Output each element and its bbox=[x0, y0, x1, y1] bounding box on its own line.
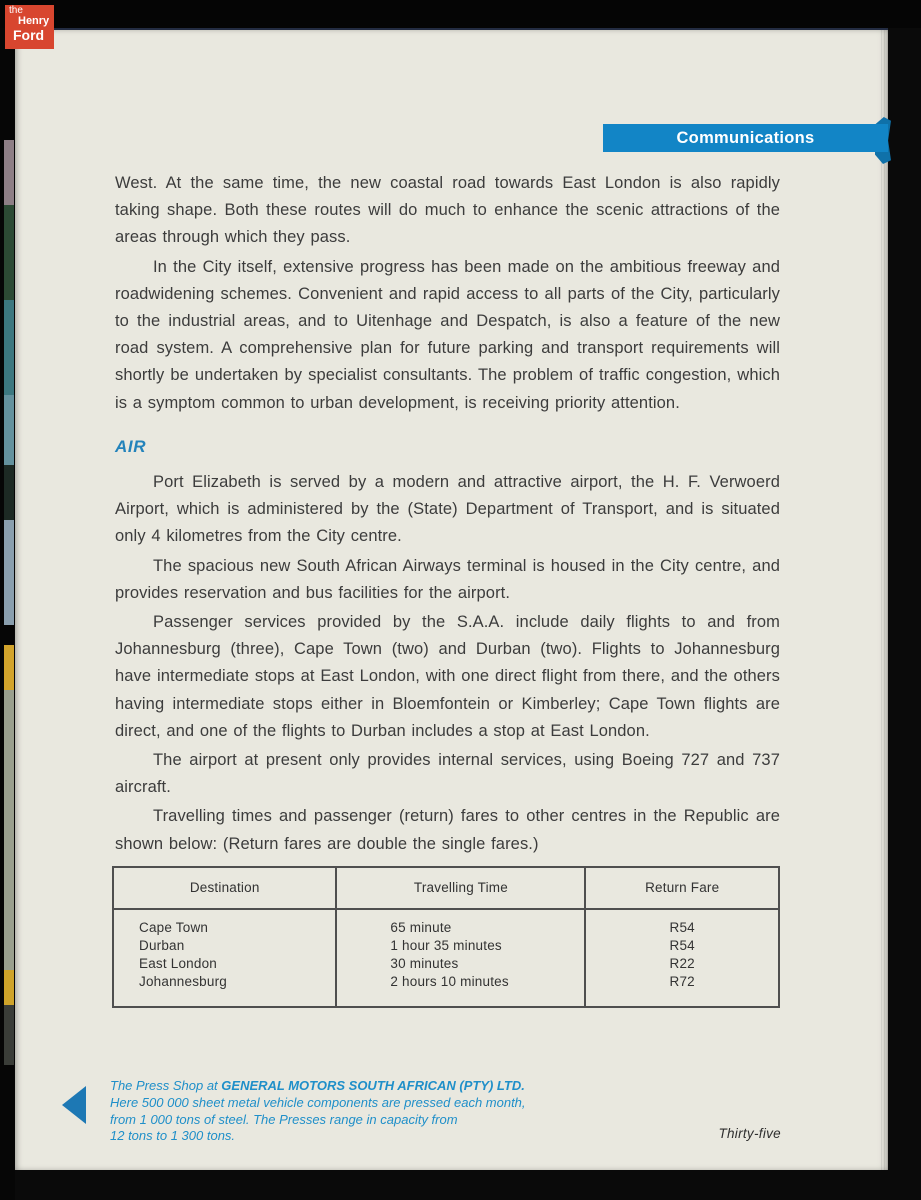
photo-caption bbox=[110, 1078, 610, 1145]
paragraph: The airport at present only provides internal services, using Boeing 727 and 737 aircraft. bbox=[115, 751, 780, 797]
cell-destination: Cape Town bbox=[139, 919, 209, 935]
previous-page-edge-strip bbox=[0, 0, 15, 1200]
cell-fare: R22 bbox=[585, 955, 779, 973]
table-row bbox=[113, 909, 779, 937]
logo-word-ford: Ford bbox=[13, 27, 45, 43]
caption-line-3: from 1 000 tons of steel. The Presses range in capacity from bbox=[110, 1111, 458, 1127]
col-header-return-fare: Return Fare bbox=[585, 867, 779, 909]
section-tab-label: Communications bbox=[676, 128, 815, 147]
photo-sliver bbox=[4, 140, 14, 205]
paragraph: Port Elizabeth is served by a modern and attractive airport, the H. F. Verwoerd Airport, which is administered by the (State) Department of Transport, and is situated only 4 kilometres from the City centre. bbox=[115, 473, 780, 546]
table-header-row bbox=[113, 867, 779, 909]
photo-sliver bbox=[4, 690, 14, 970]
paragraph: Passenger services provided by the S.A.A. include daily flights to and from Johannesburg (three), Cape Town (two) and Durban (two). Flights to Johannesburg have intermediate stops at East London, with one direct flight from there, and the others having intermediate stops either in Bloemfontein or Kimberley; Cape Town flights are direct, and one of the flights to Durban includes a stop at East London. bbox=[115, 613, 780, 740]
cell-time: 30 minutes bbox=[336, 955, 585, 973]
caption-text: The Press Shop at bbox=[110, 1078, 222, 1093]
paragraph: West. At the same time, the new coastal road towards East London is also rapidly taking shape. Both these routes will do much to enhance the scenic attractions of the areas through which they pass. bbox=[115, 174, 780, 247]
company-name: GENERAL MOTORS SOUTH AFRICAN (PTY) LTD. bbox=[221, 1078, 525, 1093]
cell-fare: R54 bbox=[585, 909, 779, 937]
logo-word-the: the bbox=[9, 5, 23, 16]
photo-sliver bbox=[4, 645, 14, 690]
cell-destination: East London bbox=[139, 955, 218, 971]
paragraph: The spacious new South African Airways terminal is housed in the City centre, and provides reservation and bus facilities for the airport. bbox=[115, 556, 780, 602]
air-section-heading: AIR bbox=[115, 436, 147, 456]
photo-sliver bbox=[4, 205, 14, 300]
logo-word-henry: Henry bbox=[18, 15, 50, 27]
page-number: Thirty-five bbox=[718, 1126, 781, 1141]
fares-table bbox=[112, 866, 780, 1008]
photo-sliver bbox=[4, 1005, 14, 1065]
cell-time: 1 hour 35 minutes bbox=[336, 937, 585, 955]
photo-sliver bbox=[4, 395, 14, 465]
top-black-band bbox=[0, 0, 921, 28]
cell-fare: R72 bbox=[585, 973, 779, 1007]
col-header-travelling-time: Travelling Time bbox=[336, 867, 585, 909]
table-row bbox=[113, 973, 779, 1007]
photo-sliver bbox=[4, 970, 14, 1005]
caption-line-2: Here 500 000 sheet metal vehicle components are pressed each month, bbox=[110, 1094, 526, 1110]
cell-time: 65 minute bbox=[336, 909, 585, 937]
cell-fare: R54 bbox=[585, 937, 779, 955]
caption-line-1 bbox=[110, 1078, 610, 1095]
cell-time: 2 hours 10 minutes bbox=[336, 973, 585, 1007]
col-header-destination: Destination bbox=[113, 867, 336, 909]
paragraph: In the City itself, extensive progress has been made on the ambitious freeway and roadwidening schemes. Convenient and rapid access to all parts of the City, particularly to the industrial areas, and to Uitenhage and Despatch, is also a feature of the new road system. A comprehensive plan for future parking and transport requirements will shortly be undertaken by specialist consultants. The problem of traffic congestion, which is a symptom common to urban development, is receiving priority attention. bbox=[115, 257, 780, 412]
table-row bbox=[113, 937, 779, 955]
cell-destination: Johannesburg bbox=[139, 973, 227, 989]
page-nav-arrow-icon bbox=[62, 1086, 86, 1124]
caption-line-4: 12 tons to 1 300 tons. bbox=[110, 1128, 236, 1144]
section-tab-communications bbox=[603, 124, 888, 152]
article-body bbox=[115, 170, 780, 1008]
photo-sliver bbox=[4, 520, 14, 625]
paragraph: Travelling times and passenger (return) fares to other centres in the Republic are shown below: (Return fares are double the single fares.) bbox=[115, 807, 780, 853]
photo-sliver bbox=[4, 300, 14, 395]
henry-ford-logo bbox=[5, 5, 54, 49]
table-row bbox=[113, 955, 779, 973]
photo-sliver bbox=[4, 465, 14, 520]
document-page bbox=[15, 28, 888, 1170]
cell-destination: Durban bbox=[139, 937, 185, 953]
